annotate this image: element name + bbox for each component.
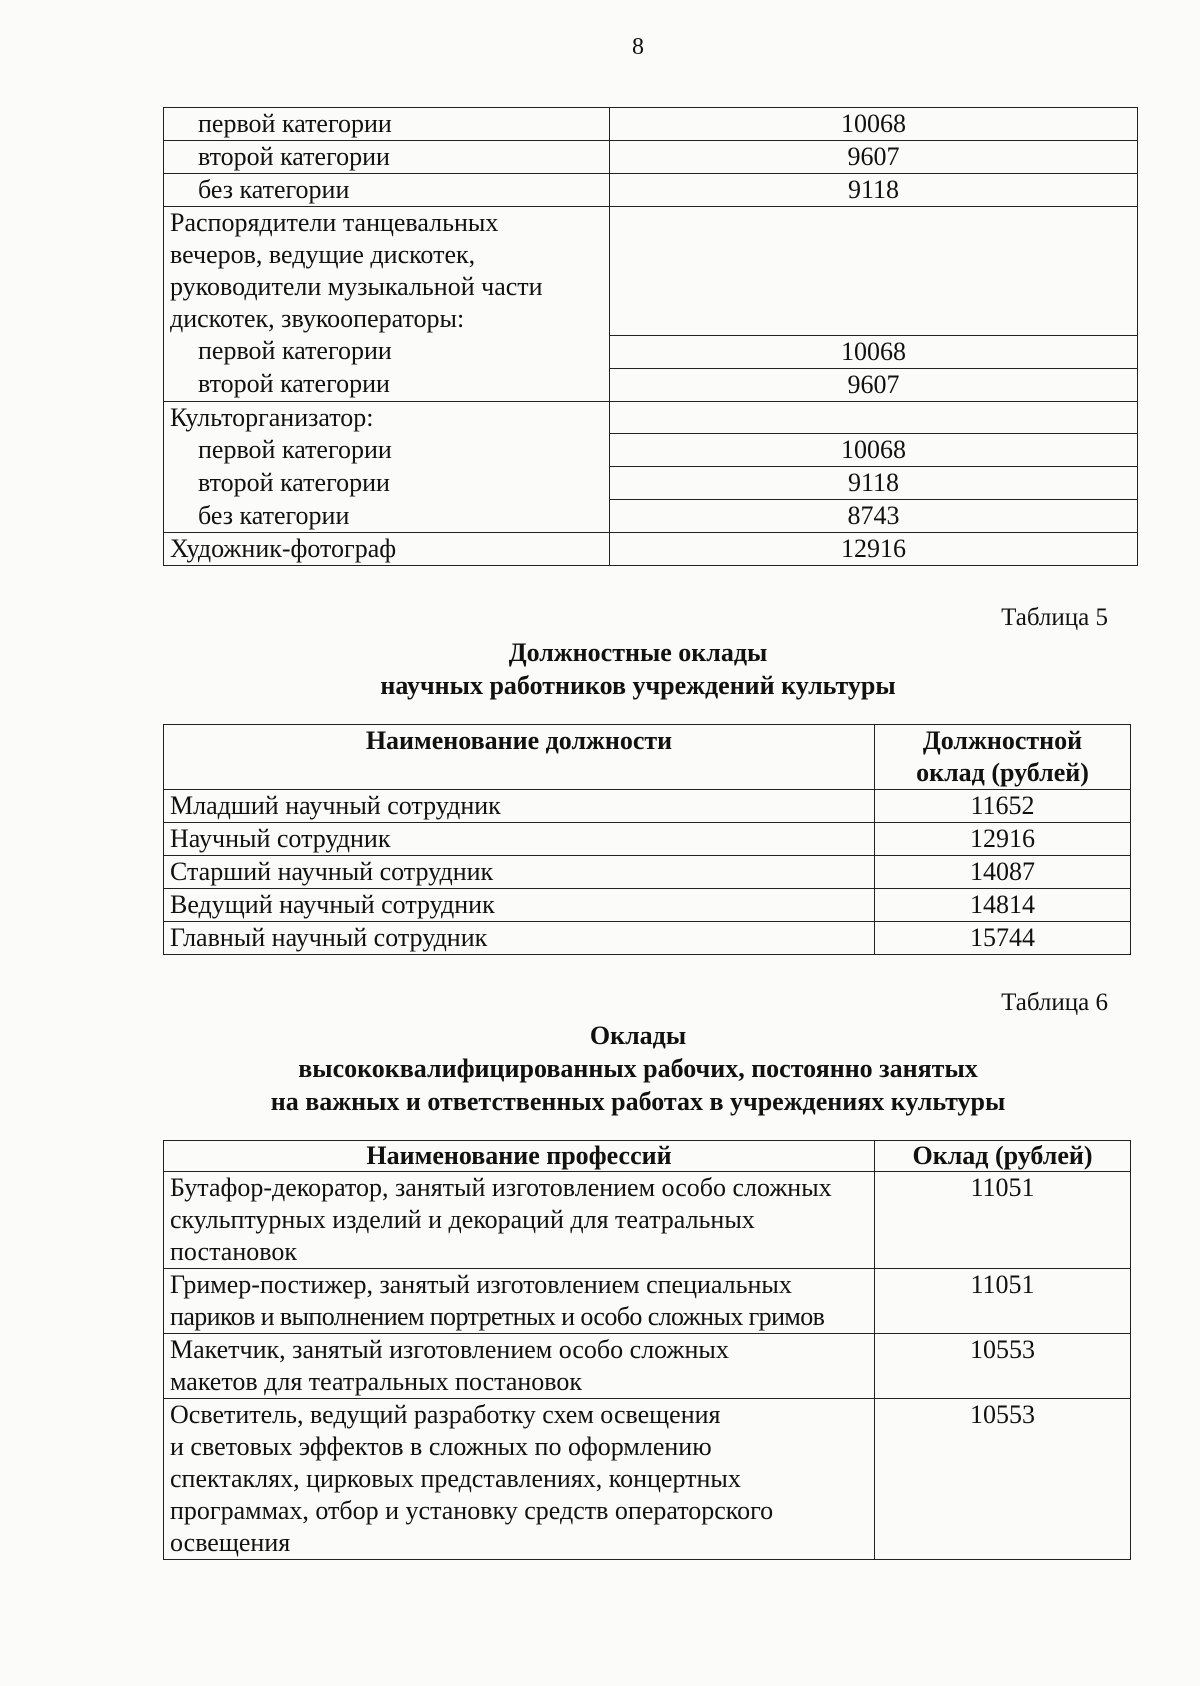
row-value <box>610 207 1138 240</box>
table-row <box>164 790 1131 823</box>
table-row <box>164 335 1138 368</box>
table-row <box>164 434 1138 467</box>
table-row <box>164 401 1138 434</box>
table6-label: Таблица 6 <box>1001 989 1108 1016</box>
row-value <box>610 303 1138 335</box>
header-profession: Наименование профессий <box>164 1141 875 1172</box>
profession-line: постановок <box>170 1237 297 1266</box>
table-row <box>164 1172 1131 1269</box>
row-value <box>610 239 1138 271</box>
profession-line: париков и выполнением портретных и особо сложных гримов <box>170 1302 825 1331</box>
table-row <box>164 141 1138 174</box>
page-number: 8 <box>632 34 644 60</box>
profession-line: Осветитель, ведущий разработку схем освещения <box>170 1400 721 1429</box>
row-salary: 11652 <box>875 790 1131 823</box>
table-row <box>164 271 1138 303</box>
continued-salary-table <box>163 107 1138 566</box>
profession-line: макетов для театральных постановок <box>170 1367 583 1396</box>
row-label: Культорганизатор: <box>164 401 610 434</box>
table6-title-line: на важных и ответственных работах в учреждениях культуры <box>270 1087 1006 1116</box>
table5-title <box>0 636 1200 702</box>
table-row <box>164 823 1131 856</box>
row-label: второй категории <box>164 141 610 174</box>
row-position: Главный научный сотрудник <box>164 922 875 955</box>
profession-line: освещения <box>170 1528 291 1557</box>
row-salary: 14814 <box>875 889 1131 922</box>
row-salary: 10553 <box>875 1334 1131 1399</box>
table5-title-line: научных работников учреждений культуры <box>380 671 896 700</box>
profession-line: спектаклях, цирковых представлениях, концертных <box>170 1464 741 1493</box>
table-row <box>164 500 1138 533</box>
row-label: первой категории <box>164 434 610 467</box>
profession-line: Бутафор-декоратор, занятый изготовлением особо сложных <box>170 1173 832 1202</box>
header-position: Наименование должности <box>164 725 875 790</box>
profession-line: скульптурных изделий и декораций для театральных <box>170 1205 755 1234</box>
row-value: 10068 <box>610 434 1138 467</box>
header-salary: Оклад (рублей) <box>875 1141 1131 1172</box>
row-position: Младший научный сотрудник <box>164 790 875 823</box>
table-row <box>164 889 1131 922</box>
row-salary: 12916 <box>875 823 1131 856</box>
table6-title <box>0 1019 1200 1118</box>
table-header-row <box>164 725 1131 790</box>
row-profession <box>164 1334 875 1399</box>
workers-salary-table <box>163 1140 1131 1560</box>
row-salary: 10553 <box>875 1399 1131 1560</box>
header-salary-line: Должностной <box>922 726 1083 755</box>
row-value: 9607 <box>610 368 1138 401</box>
row-value: 12916 <box>610 533 1138 566</box>
table6-title-line: высококвалифицированных рабочих, постоянно занятых <box>298 1054 978 1083</box>
row-label: руководители музыкальной части <box>164 271 610 303</box>
row-label: без категории <box>164 174 610 207</box>
row-profession <box>164 1399 875 1560</box>
profession-line: программах, отбор и установку средств операторского <box>170 1496 774 1525</box>
row-profession <box>164 1172 875 1269</box>
row-salary: 11051 <box>875 1269 1131 1334</box>
profession-line: и световых эффектов в сложных по оформлению <box>170 1432 712 1461</box>
row-value: 8743 <box>610 500 1138 533</box>
table-row <box>164 368 1138 401</box>
table5-label: Таблица 5 <box>1001 604 1108 631</box>
row-position: Ведущий научный сотрудник <box>164 889 875 922</box>
table-row <box>164 207 1138 240</box>
row-value: 9118 <box>610 174 1138 207</box>
science-salary-table <box>163 724 1131 955</box>
row-position: Научный сотрудник <box>164 823 875 856</box>
table5-title-line: Должностные оклады <box>508 638 768 667</box>
row-label: первой категории <box>164 335 610 368</box>
table-row <box>164 922 1131 955</box>
table-row <box>164 1269 1131 1334</box>
row-value: 9118 <box>610 467 1138 500</box>
table-header-row <box>164 1141 1131 1172</box>
header-salary <box>875 725 1131 790</box>
table-row <box>164 239 1138 271</box>
profession-line: Макетчик, занятый изготовлением особо сложных <box>170 1335 729 1364</box>
table-row <box>164 467 1138 500</box>
row-salary: 14087 <box>875 856 1131 889</box>
table-row <box>164 856 1131 889</box>
row-position: Старший научный сотрудник <box>164 856 875 889</box>
table-row <box>164 108 1138 141</box>
row-label: второй категории <box>164 368 610 401</box>
table-row <box>164 1399 1131 1560</box>
row-label: без категории <box>164 500 610 533</box>
row-label: первой категории <box>164 108 610 141</box>
table-row <box>164 533 1138 566</box>
row-value: 9607 <box>610 141 1138 174</box>
row-label: Художник-фотограф <box>164 533 610 566</box>
table-row <box>164 303 1138 335</box>
header-salary-line: оклад (рублей) <box>916 758 1089 787</box>
row-value: 10068 <box>610 108 1138 141</box>
table6-title-line: Оклады <box>589 1021 687 1050</box>
table-row <box>164 1334 1131 1399</box>
row-value <box>610 271 1138 303</box>
profession-line: Гример-постижер, занятый изготовлением специальных <box>170 1270 792 1299</box>
row-salary: 11051 <box>875 1172 1131 1269</box>
row-label: дискотек, звукооператоры: <box>164 303 610 335</box>
row-salary: 15744 <box>875 922 1131 955</box>
row-label: Распорядители танцевальных <box>164 207 610 240</box>
row-value: 10068 <box>610 335 1138 368</box>
row-value <box>610 401 1138 434</box>
table-row <box>164 174 1138 207</box>
row-label: вечеров, ведущие дискотек, <box>164 239 610 271</box>
row-profession <box>164 1269 875 1334</box>
row-label: второй категории <box>164 467 610 500</box>
